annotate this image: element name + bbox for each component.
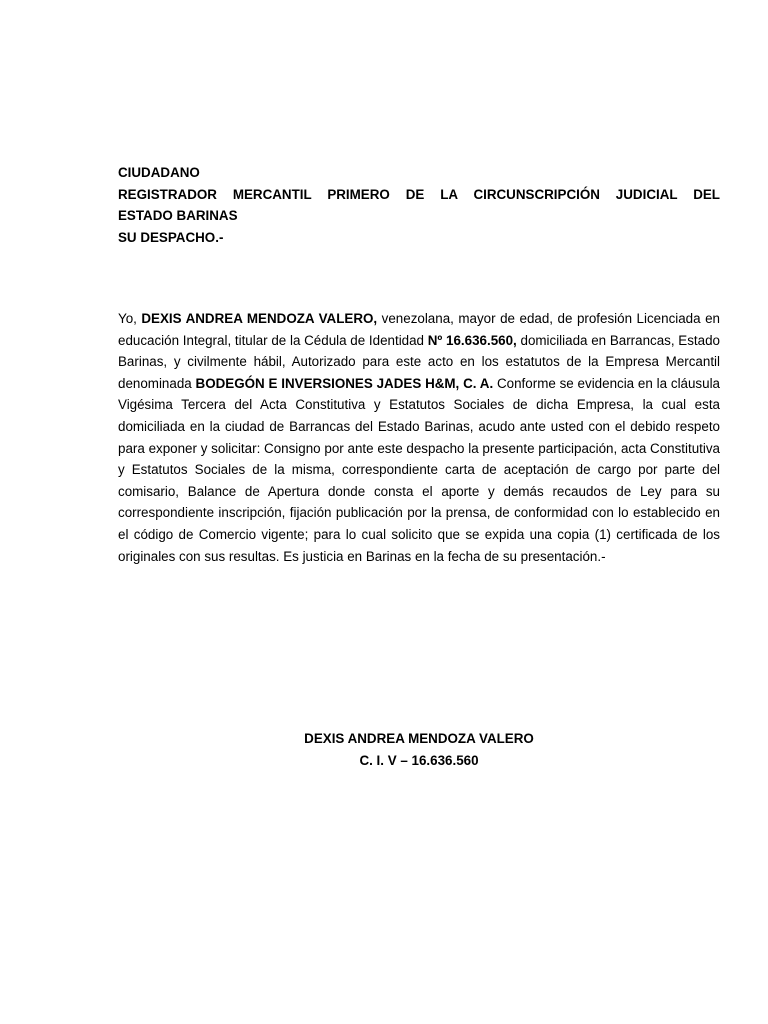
body-bold-company: BODEGÓN E INVERSIONES JADES H&M, C. A. (195, 375, 494, 391)
heading-line-despacho: SU DESPACHO.- (118, 229, 224, 245)
heading-line-estado: ESTADO BARINAS (118, 208, 238, 224)
body-bold-name: DEXIS ANDREA MENDOZA VALERO, (141, 311, 378, 326)
body-bold-id: Nº 16.636.560, (427, 332, 517, 348)
body-segment-3: domiciliada en Barrancas, Estado Barinas, y civilmente hábil, Autorizado para este acto en los estatutos de la Empresa Mercantil denominada (118, 332, 720, 391)
signature-block (118, 728, 720, 772)
addressee-heading (118, 162, 720, 248)
heading-line-ciudadano: CIUDADANO (118, 165, 200, 180)
heading-line-registrador: REGISTRADOR MERCANTIL PRIMERO DE LA CIRCUNSCRIPCIÓN JUDICIAL DEL (118, 186, 720, 202)
body-paragraph (118, 308, 720, 567)
signature-id: C. I. V – 16.636.560 (359, 753, 479, 768)
body-segment-1: Yo, (118, 311, 142, 326)
body-segment-2: venezolana, mayor de edad, de profesión Licenciada en educación Integral, titular de la Cédula de Identidad (118, 311, 720, 348)
body-segment-4: Conforme se evidencia en la cláusula Vigésima Tercera del Acta Constitutiva y Estatutos Sociales de dicha Empresa, la cual esta domiciliada en la ciudad de Barrancas del Estado Barinas, acudo ante usted con el debido respeto para exponer y solicitar: Consigno por ante este despacho la presente participación, acta Constitutiva y Estatutos Sociales de la misma, correspondiente carta de aceptación de cargo por parte del comisario, Balance de Apertura donde consta el aporte y demás recaudos de Ley para su correspondiente inscripción, fijación publicación por la prensa, de conformidad con lo establecido en el código de Comercio vigente; para lo cual solicito que se expida una copia (1) certificada de los originales con sus resultas. Es justicia en Barinas en la fecha de su presentación.- (118, 375, 721, 564)
signature-name: DEXIS ANDREA MENDOZA VALERO (304, 731, 534, 746)
